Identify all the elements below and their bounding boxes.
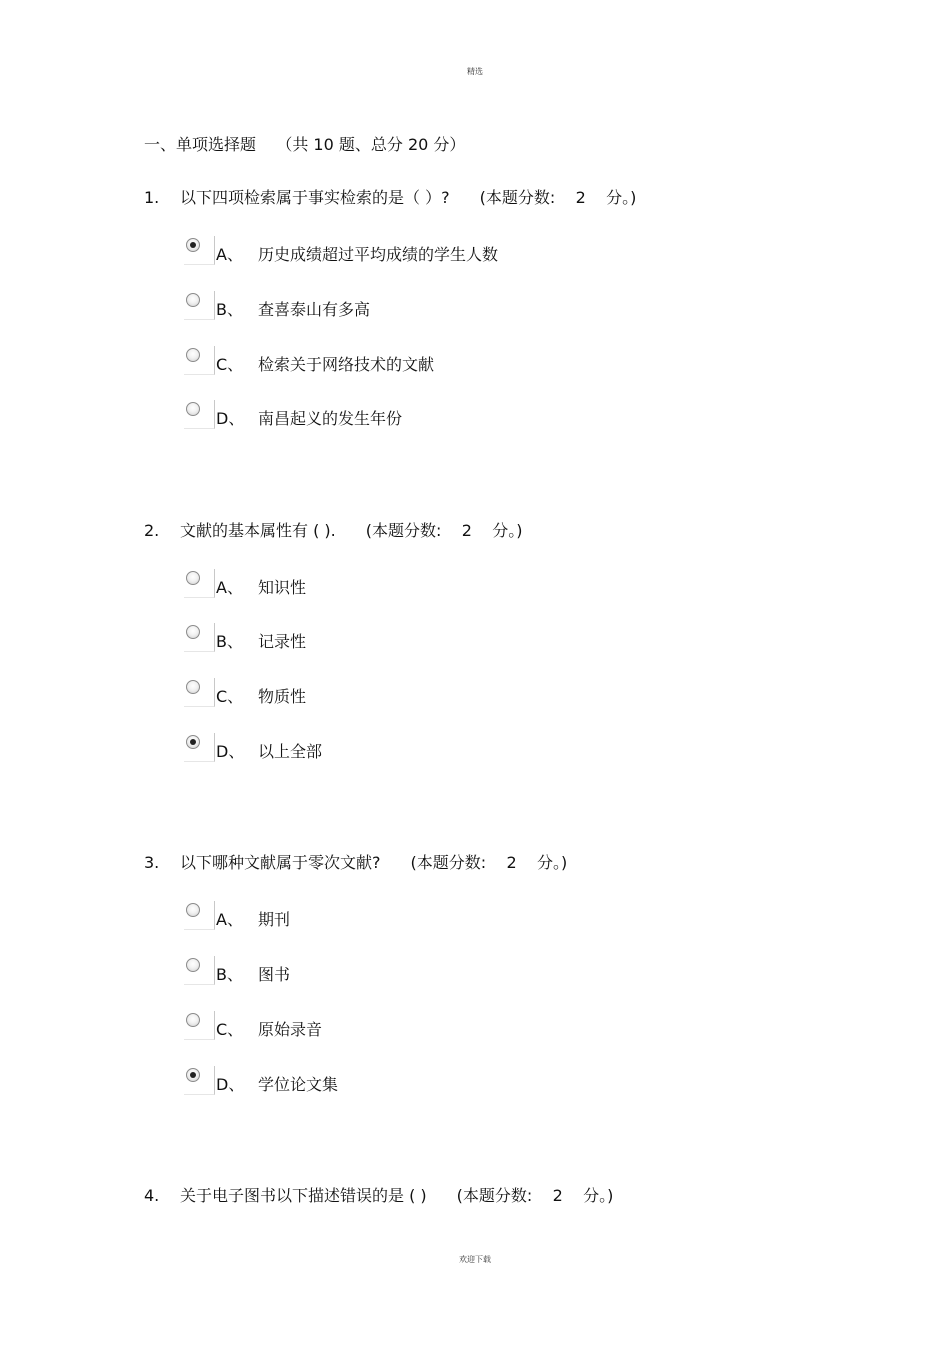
option-text: 学位论文集 bbox=[258, 1075, 339, 1094]
question-number: 3. bbox=[144, 853, 160, 872]
question-2-stem bbox=[144, 518, 523, 541]
question-score: (本题分数: 2 分。) bbox=[365, 521, 523, 540]
radio-button-checked[interactable] bbox=[186, 238, 200, 252]
question-4-stem bbox=[144, 1183, 613, 1206]
option-text: 期刊 bbox=[258, 910, 291, 929]
option-text: 记录性 bbox=[258, 632, 307, 651]
radio-button[interactable] bbox=[186, 293, 200, 307]
radio-button[interactable] bbox=[186, 958, 200, 972]
radio-button[interactable] bbox=[186, 903, 200, 917]
question-1-stem bbox=[144, 185, 636, 208]
option-text: 南昌起义的发生年份 bbox=[258, 409, 403, 428]
option-text: 物质性 bbox=[258, 687, 307, 706]
page-footer: 欢迎下载 bbox=[459, 1255, 491, 1264]
question-number: 2. bbox=[144, 521, 160, 540]
option-letter: D、 bbox=[216, 409, 245, 428]
question-text: 以下哪种文献属于零次文献? bbox=[180, 853, 381, 872]
section-title: 一、单项选择题 （共 10 题、总分 20 分） bbox=[144, 135, 466, 154]
option-text: 知识性 bbox=[258, 578, 307, 597]
radio-button[interactable] bbox=[186, 625, 200, 639]
question-number: 1. bbox=[144, 188, 160, 207]
option-letter: B、 bbox=[216, 632, 243, 651]
option-text: 查喜泰山有多高 bbox=[258, 300, 371, 319]
question-text: 关于电子图书以下描述错误的是 ( ) bbox=[180, 1186, 427, 1205]
option-text: 原始录音 bbox=[258, 1020, 323, 1039]
option-letter: C、 bbox=[216, 1020, 244, 1039]
question-score: (本题分数: 2 分。) bbox=[456, 1186, 614, 1205]
option-letter: B、 bbox=[216, 300, 243, 319]
radio-button[interactable] bbox=[186, 348, 200, 362]
radio-button[interactable] bbox=[186, 680, 200, 694]
question-text: 以下四项检索属于事实检索的是（ ）? bbox=[180, 188, 450, 207]
radio-button[interactable] bbox=[186, 402, 200, 416]
question-text: 文献的基本属性有 ( ). bbox=[180, 521, 336, 540]
option-letter: A、 bbox=[216, 245, 243, 264]
option-letter: C、 bbox=[216, 687, 244, 706]
question-3-stem bbox=[144, 850, 567, 873]
radio-button[interactable] bbox=[186, 1013, 200, 1027]
option-letter: D、 bbox=[216, 1075, 245, 1094]
option-letter: B、 bbox=[216, 965, 243, 984]
radio-button-checked[interactable] bbox=[186, 1068, 200, 1082]
option-text: 图书 bbox=[258, 965, 291, 984]
option-letter: D、 bbox=[216, 742, 245, 761]
option-text: 以上全部 bbox=[258, 742, 323, 761]
radio-button-checked[interactable] bbox=[186, 735, 200, 749]
option-text: 历史成绩超过平均成绩的学生人数 bbox=[258, 245, 499, 264]
option-text: 检索关于网络技术的文献 bbox=[258, 355, 435, 374]
option-letter: A、 bbox=[216, 578, 243, 597]
question-score: (本题分数: 2 分。) bbox=[410, 853, 568, 872]
option-letter: C、 bbox=[216, 355, 244, 374]
option-letter: A、 bbox=[216, 910, 243, 929]
page-header: 精选 bbox=[467, 67, 483, 76]
question-number: 4. bbox=[144, 1186, 160, 1205]
radio-button[interactable] bbox=[186, 571, 200, 585]
question-score: (本题分数: 2 分。) bbox=[479, 188, 637, 207]
